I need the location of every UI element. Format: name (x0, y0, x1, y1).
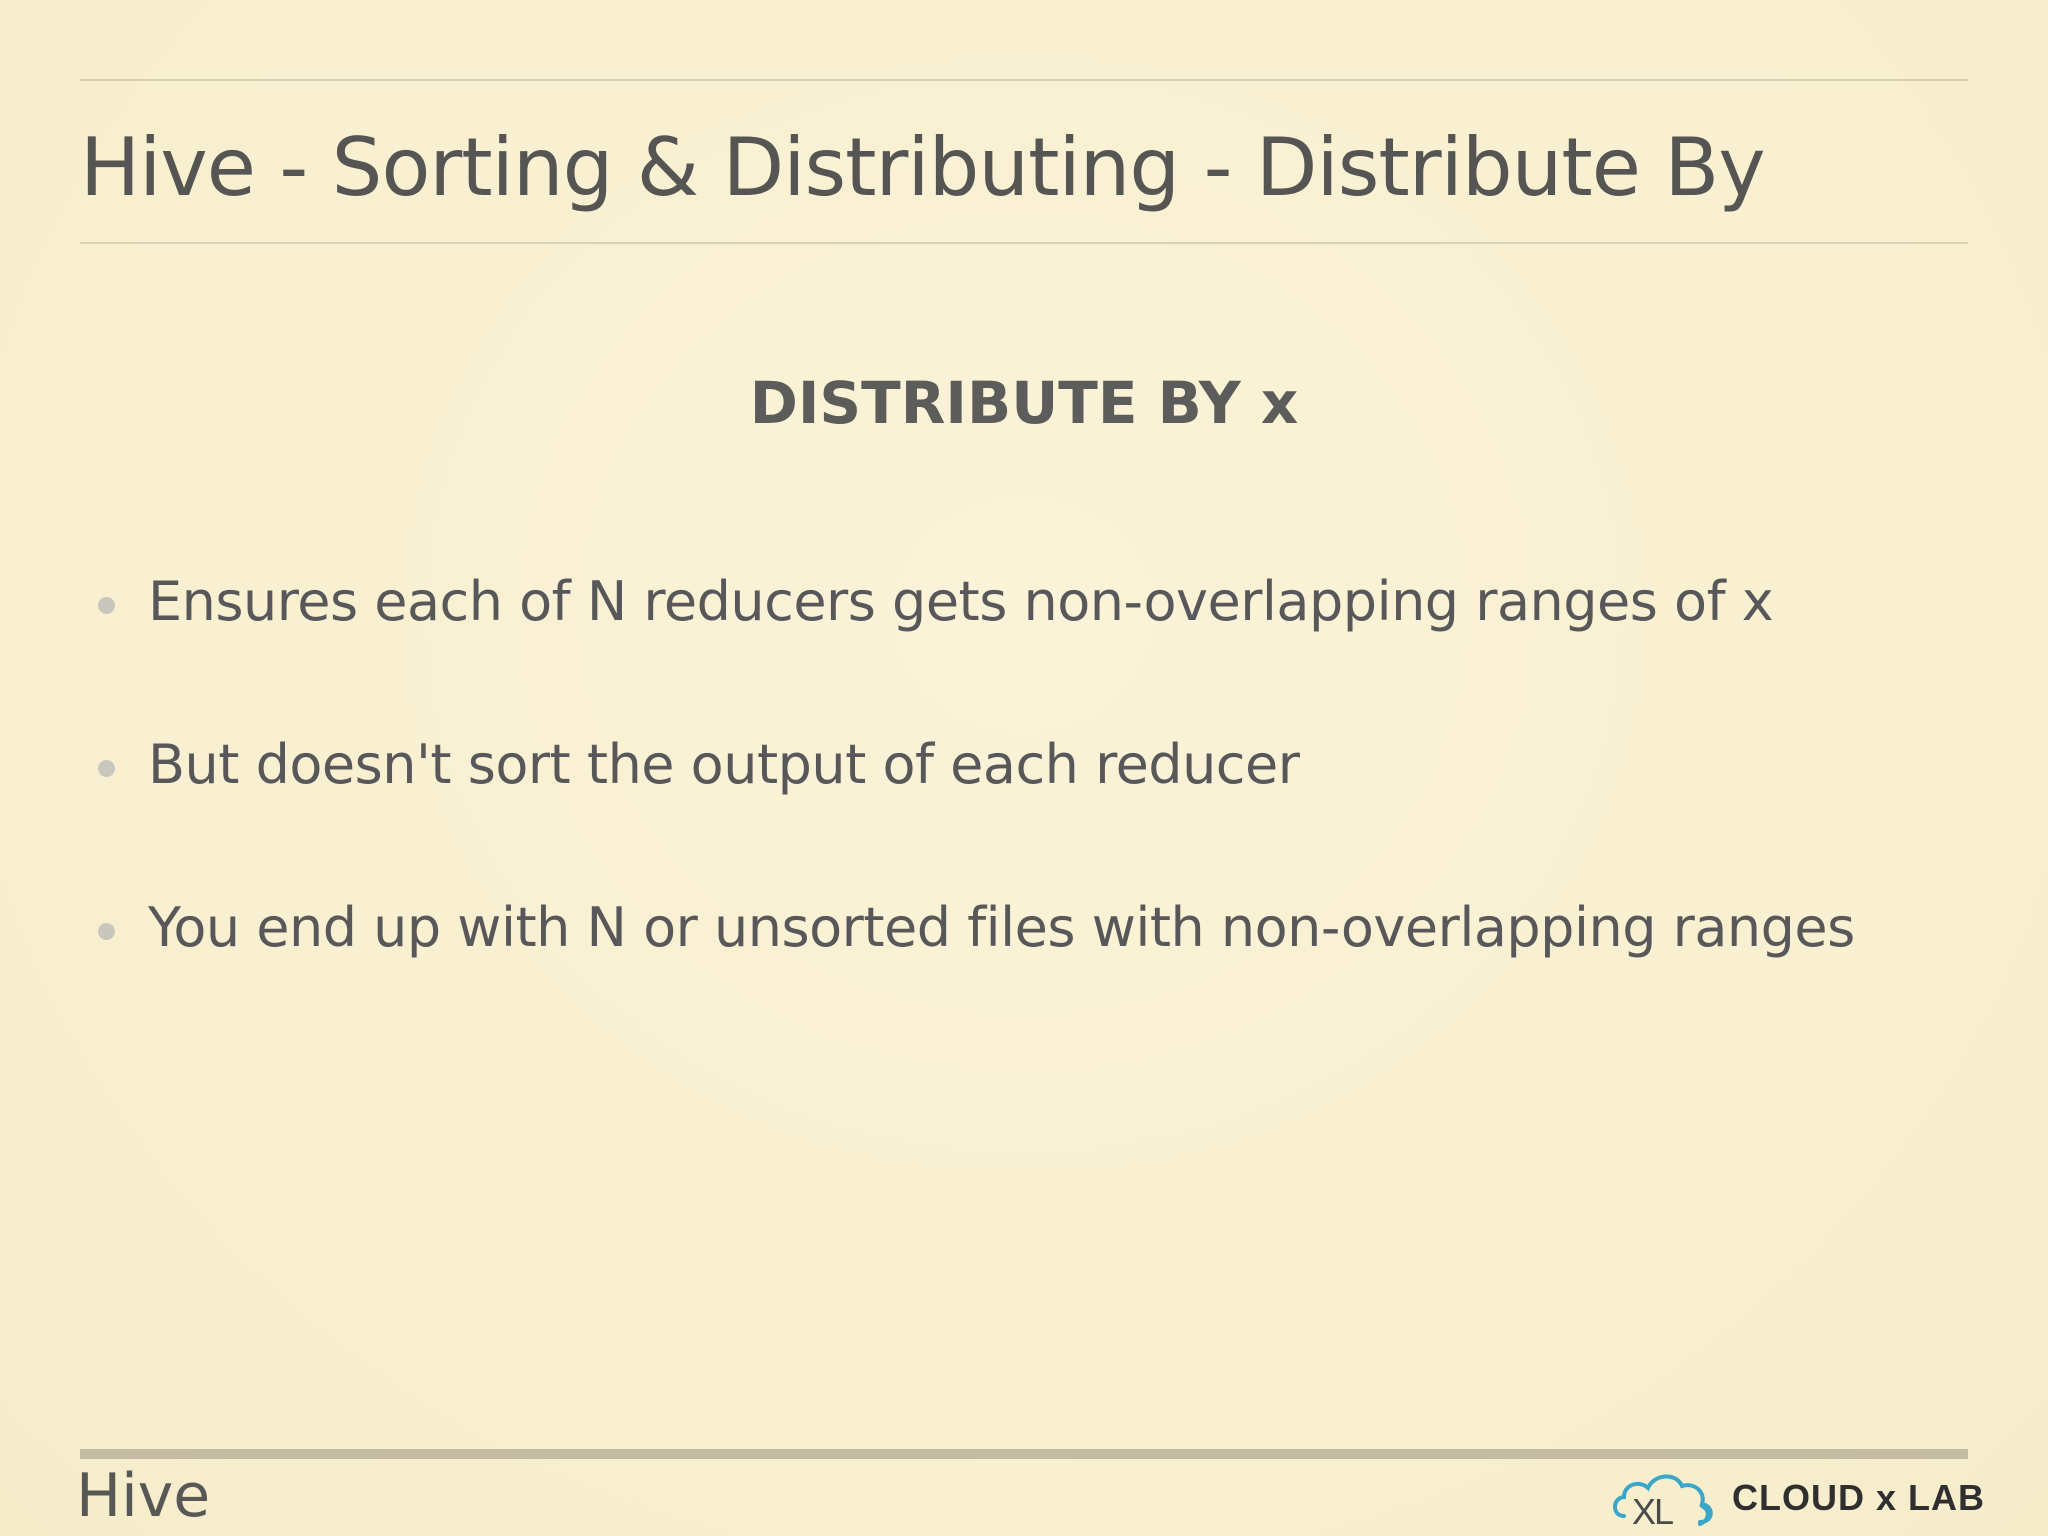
footer-rule (80, 1449, 1968, 1459)
bullet-item (96, 883, 1855, 1046)
bullet-item (96, 720, 1855, 883)
logo-text: CLOUD x LAB (1732, 1477, 1985, 1518)
bullet-item (96, 557, 1855, 720)
bullet-dot-icon (98, 597, 115, 614)
footer-label: Hive (76, 1461, 211, 1531)
cloud-logo-icon (1610, 1466, 1720, 1530)
bullet-dot-icon (98, 923, 115, 940)
bullet-dot-icon (98, 760, 115, 777)
bullet-text: But doesn't sort the output of each reducer (148, 733, 1300, 796)
slide-subtitle: DISTRIBUTE BY x (749, 369, 1299, 437)
logo-mark-text: XL (1632, 1491, 1673, 1530)
bullet-text: Ensures each of N reducers gets non-overlapping ranges of x (148, 570, 1774, 633)
bullet-list (96, 557, 1855, 1046)
top-rule (80, 79, 1968, 81)
bullet-text: You end up with N or unsorted files with non-overlapping ranges (148, 896, 1855, 959)
cloudxlab-logo (1610, 1466, 1985, 1530)
title-underline-rule (80, 242, 1968, 244)
slide-title: Hive - Sorting & Distributing - Distribute By (80, 121, 1765, 214)
